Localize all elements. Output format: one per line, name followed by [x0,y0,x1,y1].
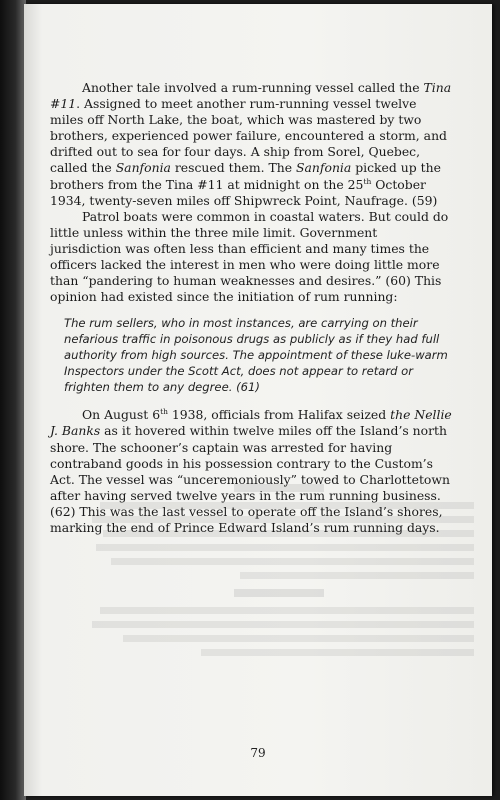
block-quote: The rum sellers, who in most instances, are carrying on their nefarious traffic in poisonous drugs as publicly as if they had full authority from high sources. The appointment of these luke-warm Inspectors under the Scott Act, does not appear to retard or frighten them to any degree. (61) [64,316,448,395]
paragraph-3: On August 6th 1938, officials from Halifax seized the Nellie J. Banks as it hovered within twelve miles off the Island’s north shore. The schooner’s captain was arrested for having contraband goods in his possession contrary to the Custom’s Act. The vessel was “unceremoniously” towed to Charlottetown after having served twelve years in the rum running business. (62) This was the last vessel to operate off the Island’s shores, marking the end of Prince Edward Island’s rum running days. [50,407,452,535]
paragraph-2: Patrol boats were common in coastal waters. But could do little unless within the three mile limit. Government jurisdiction was often less than efficient and many times the officers lacked the interest in men who were doing little more than “pandering to human weaknesses and desires.” (60) This opinion had existed since the initiation of rum running: [50,208,449,305]
page-number: 79 [250,746,266,760]
book-spine [0,0,26,800]
body-text [50,80,452,536]
book-page [24,4,492,796]
paragraph-1: Another tale involved a rum-running vessel called the Tina #11. Assigned to meet another rum-running vessel twelve miles off North Lake, the boat, which was mastered by two brothers, experienced power failure, encountered a storm, and drifted out to sea for four days. A ship from Sorel, Quebec, called the Sanfonia rescued them. The Sanfonia picked up the brothers from the Tina #11 at midnight on the 25th October 1934, twenty-seven miles off Shipwreck Point, Naufrage. (59) [50,80,452,208]
